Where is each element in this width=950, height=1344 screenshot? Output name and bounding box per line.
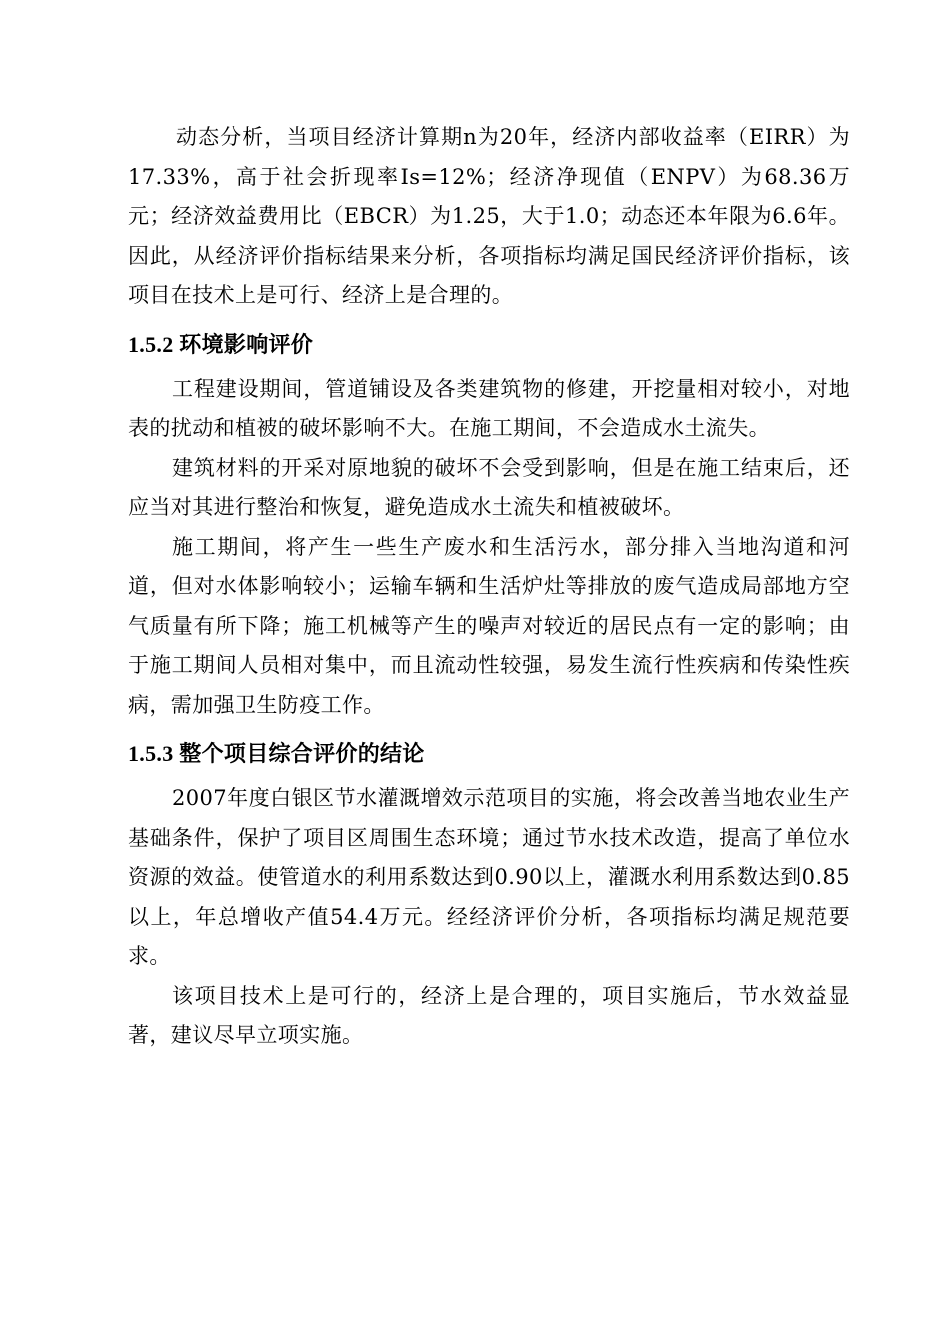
environment-paragraph-materials: 建筑材料的开采对原地貌的破坏不会受到影响，但是在施工结束后，还应当对其进行整治和恢复，避免造成水土流失和植被破坏。 xyxy=(128,455,850,519)
section-heading-environmental-impact: 1.5.2 环境影响评价 xyxy=(128,331,314,357)
section-heading-conclusion: 1.5.3 整个项目综合评价的结论 xyxy=(128,741,425,766)
environment-paragraph-pollution: 施工期间，将产生一些生产废水和生活污水，部分排入当地沟道和河道，但对水体影响较小；运输车辆和生活炉灶等排放的废气造成局部地方空气质量有所下降；施工机械等产生的噪声对较近的居民点有一定的影响；由于施工期间人员相对集中，而且流动性较强，易发生流行性疾病和传染性疾病，需加强卫生防疫工作。 xyxy=(128,534,850,717)
conclusion-paragraph-benefits: 2007年度白银区节水灌溉增效示范项目的实施，将会改善当地农业生产基础条件，保护了项目区周围生态环境；通过节水技术改造，提高了单位水资源的效益。使管道水的利用系数达到0.90以上，灌溉水利用系数达到0.85以上，年总增收产值54.4万元。经经济评价分析，各项指标均满足规范要求。 xyxy=(128,786,850,968)
conclusion-paragraph-recommendation: 该项目技术上是可行的，经济上是合理的，项目实施后，节水效益显著，建议尽早立项实施。 xyxy=(128,983,850,1047)
environment-paragraph-construction: 工程建设期间，管道铺设及各类建筑物的修建，开挖量相对较小，对地表的扰动和植被的破坏影响不大。在施工期间，不会造成水土流失。 xyxy=(128,376,850,440)
document-body xyxy=(128,118,850,1056)
economic-analysis-paragraph: 动态分析，当项目经济计算期n为20年，经济内部收益率（EIRR）为17.33%，高于社会折现率Is=12%；经济净现值（ENPV）为68.36万元；经济效益费用比（EBCR）为1.25，大于1.0；动态还本年限为6.6年。因此，从经济评价指标结果来分析，各项指标均满足国民经济评价指标，该项目在技术上是可行、经济上是合理的。 xyxy=(128,125,850,307)
